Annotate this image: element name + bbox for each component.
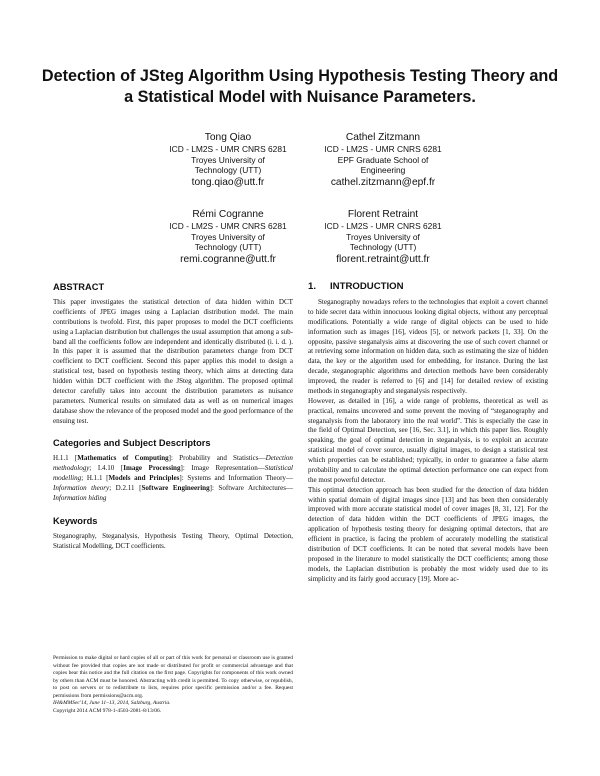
author-name: Cathel Zitzmann <box>345 132 421 143</box>
category-part: H.1.1 [ <box>53 454 78 463</box>
category-part: ]: Image Representation— <box>180 464 265 473</box>
author-affiliation: Technology (UTT) <box>194 242 262 252</box>
right-column <box>308 281 548 584</box>
category-part: Information theory <box>53 484 110 492</box>
category-part: Software Engineering <box>141 484 210 492</box>
author-email: cathel.zitzmann@epf.fr <box>330 176 436 188</box>
intro-paragraph: However, as detailed in [16], a wide range of problems, theoretical as well as practical, remains uncovered and some prevent the moving of “steganography and steganalysis from the laboratory into the real world”. This is especially the case in the field of Optimal Detection, see [16, Sec. 3.1], in which this paper lies. Roughly speaking, the goal of optimal detection in steganalysis, is to exploit an accurate statistical model of cover source, usually digital images, to design a statistical test which properties can be established; typically, in order to guarantee a false alarm probability and to calculate the optimal detection performance one can expect from the most powerful detector. <box>308 396 548 484</box>
category-part: ; H.1.1 [ <box>81 474 109 483</box>
category-part: ; D.2.11 [ <box>109 484 142 492</box>
intro-paragraph: Steganography nowadays refers to the technologies that exploit a covert channel to hide secret data within innocuous looking digital objects, without any perceptual modifications. Potentially a wide range of digital objects can be used to hide information such as images [16], videos [5], or network packets [1, 33]. On the opposite, passive steganalysis aims at discovering the use of such covert channel or at retrieving some information on hidden data, such as estimating the size of hidden data, the key or the algorithm used for embedding, for instance. During the last decade, steganographic algorithms and detection methods have been considerably improved, the reader is referred to [6] and [14] for detailed review of existing methods in steganography and steganalysis respectively. <box>308 298 548 395</box>
categories-heading: Categories and Subject Descriptors <box>53 438 211 449</box>
author-affiliation: Troyes University of <box>191 231 265 242</box>
category-part: ]: Software Architectures— <box>209 484 293 492</box>
author-name: Florent Retraint <box>347 209 419 220</box>
author-affiliation: Troyes University of <box>191 154 265 165</box>
paper-title: Detection of JSteg Algorithm Using Hypothesis Testing Theory and a Statistical Model with Nuisance Parameters. <box>41 67 559 106</box>
categories-text <box>53 454 293 503</box>
section-number: 1. <box>308 281 317 292</box>
keywords-heading: Keywords <box>53 515 98 526</box>
permission-notice: Permission to make digital or hard copies of all or part of this work for personal or classroom use is granted without fee provided that copies are not made or distributed for profit or commercial advantage and that copies bear this notice and the full citation on the first page. Copyrights for components of this work owned by others than ACM must be honored. Abstracting with credit is permitted. To copy otherwise, or republish, to post on servers or to redistribute to lists, requires prior specific permission and/or a fee. Request permissions from permissions@acm.org. <box>53 655 293 699</box>
author-affiliation: ICD - LM2S - UMR CNRS 6281 <box>169 221 287 231</box>
author-email: tong.qiao@utt.fr <box>191 176 265 188</box>
intro-paragraph: This optimal detection approach has been studied for the detection of data hidden within spatial domain of digital images since [13] and has been then considerably improved with more accurate statistical model of cover images [8, 31, 12]. For the detection of data hidden within the DCT coefficients of JPEG images, the application of hypothesis testing theory for designing optimal detectors, that are efficient in practice, is facing the problem of accurately modelling the statistical distribution of DCT coefficients. It can be noted that several models have been proposed in the literature to model statistically the DCT coefficients; among those models, the Laplacian distribution is probably the most widely used due to its simplicity and its fairly good accuracy [19]. More ac- <box>308 485 548 583</box>
left-column <box>53 281 293 552</box>
author-affiliation: ICD - LM2S - UMR CNRS 6281 <box>169 144 287 154</box>
category-part: Image Processing <box>123 464 181 473</box>
author-email: florent.retraint@utt.fr <box>336 253 430 265</box>
author-affiliation: ICD - LM2S - UMR CNRS 6281 <box>324 144 442 154</box>
author-affiliation: EPF Graduate School of <box>337 154 429 165</box>
category-part: Models and Principles <box>108 474 180 483</box>
category-part: Detection methodology <box>53 454 293 473</box>
author-affiliation: Technology (UTT) <box>349 242 417 252</box>
author-affiliation: Troyes University of <box>346 231 420 242</box>
conference-venue: IH&MMSec'14, June 11–13, 2014, Salzburg, Austria. <box>53 700 171 706</box>
section-title: INTRODUCTION <box>330 281 404 292</box>
category-part: Statistical modelling <box>53 464 293 483</box>
category-part: ; I.4.10 [ <box>89 464 124 473</box>
abstract-text: This paper investigates the statistical detection of data hidden within DCT coefficients of JPEG images using a Laplacian distribution model. The main contributions is twofold. First, this paper proposes to model the DCT coefficients using a Laplacian distribution but challenges the usual assumption that among a sub-band all the coefficients follow are independent and identically distributed (i. i. d. ). In this paper it is assumed that the distribution parameters change from DCT coefficient to DCT coefficient. Second this paper applies this model to design a statistical test, based on hypothesis testing theory, which aims at detecting data hidden within DCT coefficient with the JSteg algorithm. The proposed optimal detector carefully takes into account the distribution parameters as nuisance parameters. Numerical results on simulated data as well as on numerical images database show the relevance of the proposed model and the good performance of the ensuing test. <box>53 298 293 425</box>
author-block-4 <box>283 208 483 266</box>
author-block-2 <box>283 131 483 189</box>
author-name: Tong Qiao <box>204 132 252 143</box>
author-affiliation: ICD - LM2S - UMR CNRS 6281 <box>324 221 442 231</box>
category-part: ]: Probability and Statistics— <box>168 454 266 463</box>
category-part: Mathematics of Computing <box>77 454 169 463</box>
author-affiliation: Engineering <box>360 165 406 175</box>
introduction-heading <box>308 281 548 293</box>
author-affiliation: Technology (UTT) <box>194 165 262 175</box>
category-part: Information hiding <box>53 493 107 502</box>
keywords-text: Steganography, Steganalysis, Hypothesis Testing Theory, Optimal Detection, Statistical Modelling, DCT coefficients. <box>53 531 293 550</box>
author-email: remi.cogranne@utt.fr <box>180 253 276 265</box>
copyright-footnote <box>53 655 293 715</box>
category-part: ]: Systems and Information Theory— <box>179 474 293 483</box>
author-name: Rémi Cogranne <box>192 209 264 220</box>
copyright-line: Copyright 2014 ACM 978-1-4503-2081-8/13/06. <box>53 707 162 714</box>
abstract-heading: ABSTRACT <box>53 282 105 292</box>
